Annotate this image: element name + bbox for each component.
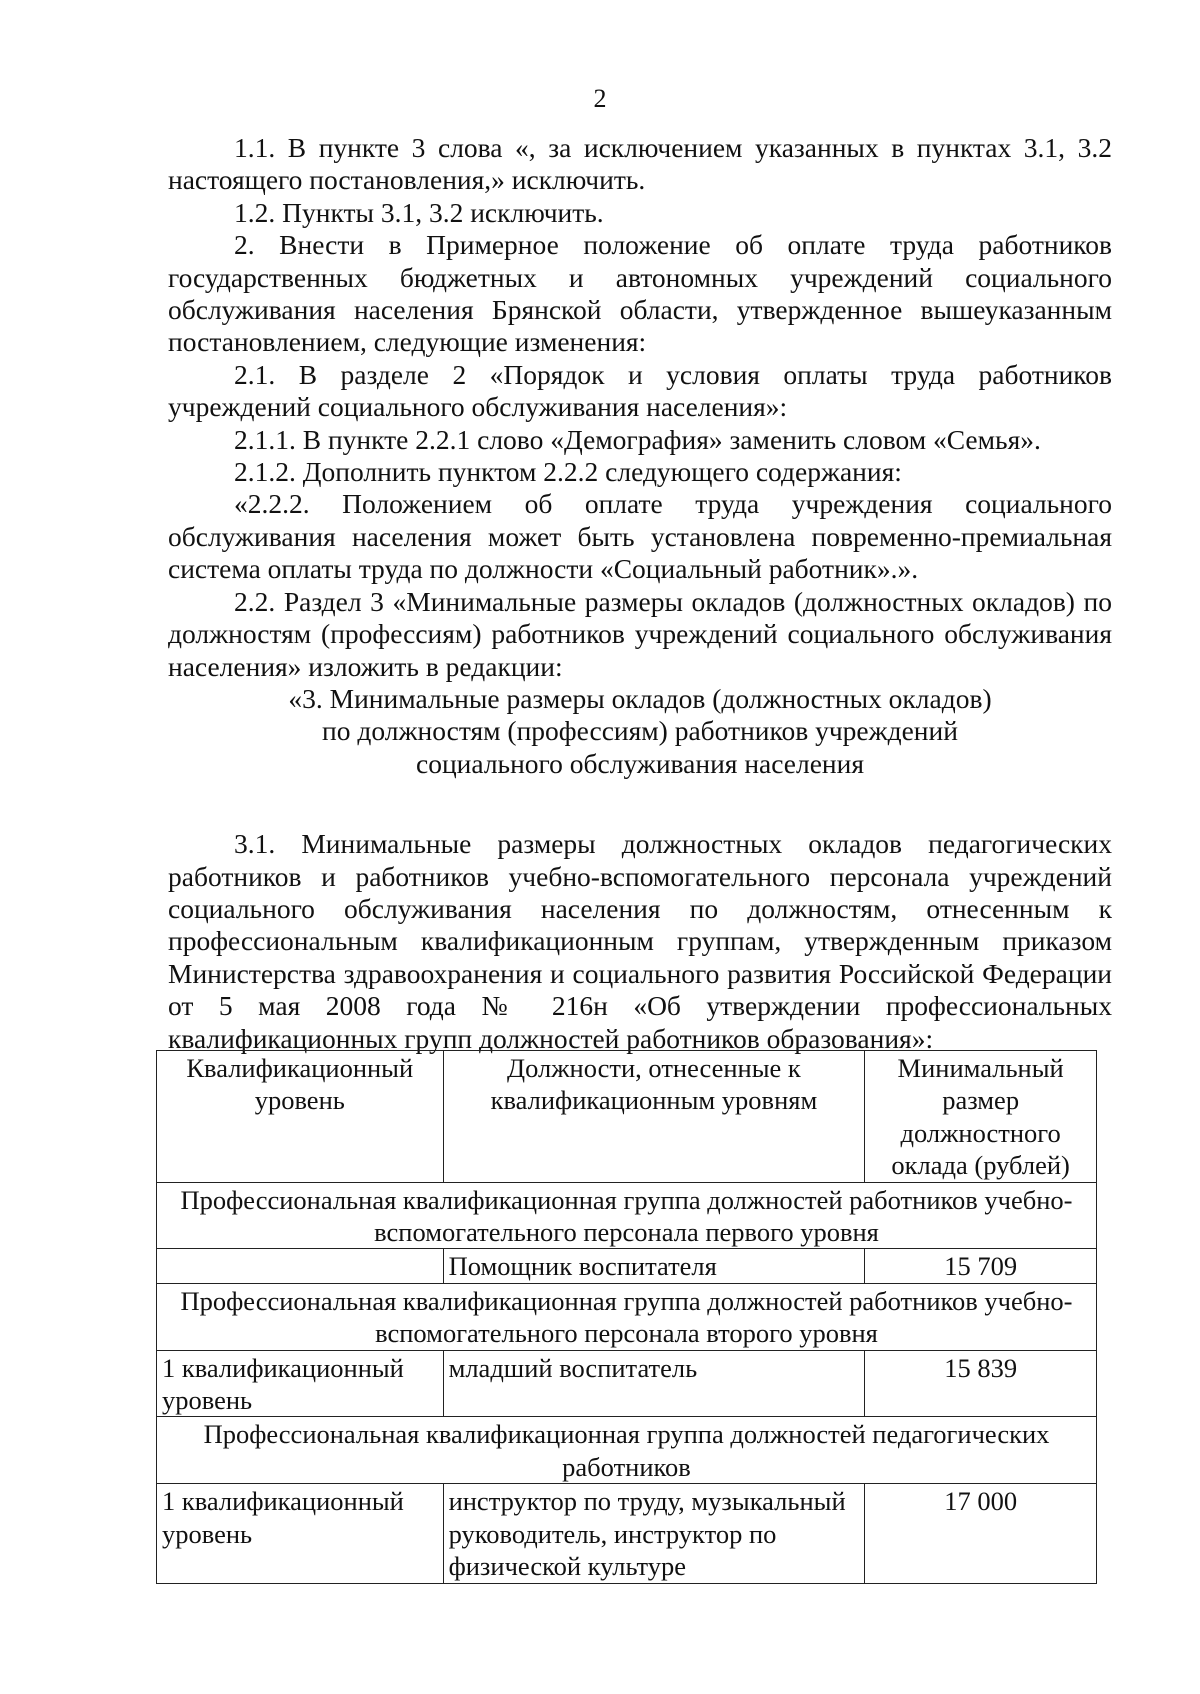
- section-heading-line-1: «3. Минимальные размеры окладов (должностных окладов): [288, 682, 992, 714]
- section-heading-line-3: социального обслуживания населения: [415, 747, 865, 779]
- paragraph-2-1: 2.1. В разделе 2 «Порядок и условия оплаты труда работников учреждений социального обслуживания населения»:: [168, 358, 1112, 423]
- cell-level: [157, 1249, 444, 1283]
- table-row: [157, 1249, 1097, 1283]
- cell-position: Помощник воспитателя: [443, 1249, 865, 1283]
- group-title: Профессиональная квалификационная группа должностей работников учебно-вспомогательного персонала первого уровня: [157, 1182, 1097, 1249]
- paragraph-2-1-1: 2.1.1. В пункте 2.2.1 слово «Демография» заменить словом «Семья».: [234, 423, 1041, 455]
- header-level: Квалификационный уровень: [157, 1051, 444, 1183]
- document-body: [168, 132, 1112, 1055]
- cell-level: 1 квалификационный уровень: [157, 1484, 444, 1583]
- cell-salary: 15 709: [865, 1249, 1097, 1283]
- table-row: [157, 1484, 1097, 1583]
- paragraph-1-2: 1.2. Пункты 3.1, 3.2 исключить.: [234, 196, 604, 228]
- header-salary: Минимальный размер должностного оклада (рублей): [865, 1051, 1097, 1183]
- group-title: Профессиональная квалификационная группа должностей педагогических работников: [157, 1417, 1097, 1484]
- paragraph-2-2: 2.2. Раздел 3 «Минимальные размеры окладов (должностных окладов) по должностям (профессиям) работников учреждений социального обслуживания населения» изложить в редакции:: [168, 585, 1112, 682]
- cell-salary: 15 839: [865, 1350, 1097, 1417]
- paragraph-3-1: 3.1. Минимальные размеры должностных окладов педагогических работников и работников учебно-вспомогательного персонала учреждений социального обслуживания населения по должностям, отнесенным к профессиональным квалификационным группам, утвержденным приказом Министерства здравоохранения и социального развития Российской Федерации от 5 мая 2008 года № 216н «Об утверждении профессиональных квалификационных групп должностей работников образования»:: [168, 828, 1112, 1054]
- table-group-row: [157, 1417, 1097, 1484]
- table-header-row: [157, 1051, 1097, 1183]
- cell-position: младший воспитатель: [443, 1350, 865, 1417]
- table-row: [157, 1350, 1097, 1417]
- paragraph-1-1: 1.1. В пункте 3 слова «, за исключением указанных в пунктах 3.1, 3.2 настоящего постановления,» исключить.: [168, 132, 1112, 196]
- paragraph-quote-2-2-2: «2.2.2. Положением об оплате труда учреждения социального обслуживания населения может быть установлена повременно-премиальная система оплаты труда по должности «Социальный работник».».: [168, 488, 1112, 585]
- table-group-row: [157, 1182, 1097, 1249]
- paragraph-2: 2. Внести в Примерное положение об оплате труда работников государственных бюджетных и автономных учреждений социального обслуживания населения Брянской области, утвержденное вышеуказанным постановлением, следующие изменения:: [168, 229, 1112, 358]
- salary-table: [156, 1050, 1097, 1584]
- cell-level: 1 квалификационный уровень: [157, 1350, 444, 1417]
- page-number: 2: [593, 84, 607, 113]
- header-positions: Должности, отнесенные к квалификационным уровням: [443, 1051, 865, 1183]
- spacer: [168, 780, 1112, 828]
- cell-salary: 17 000: [865, 1484, 1097, 1583]
- cell-position: инструктор по труду, музыкальный руководитель, инструктор по физической культуре: [443, 1484, 865, 1583]
- table-group-row: [157, 1283, 1097, 1350]
- group-title: Профессиональная квалификационная группа должностей работников учебно-вспомогательного персонала второго уровня: [157, 1283, 1097, 1350]
- section-heading-line-2: по должностям (профессиям) работников учреждений: [322, 715, 958, 747]
- paragraph-2-1-2: 2.1.2. Дополнить пунктом 2.2.2 следующего содержания:: [234, 456, 902, 488]
